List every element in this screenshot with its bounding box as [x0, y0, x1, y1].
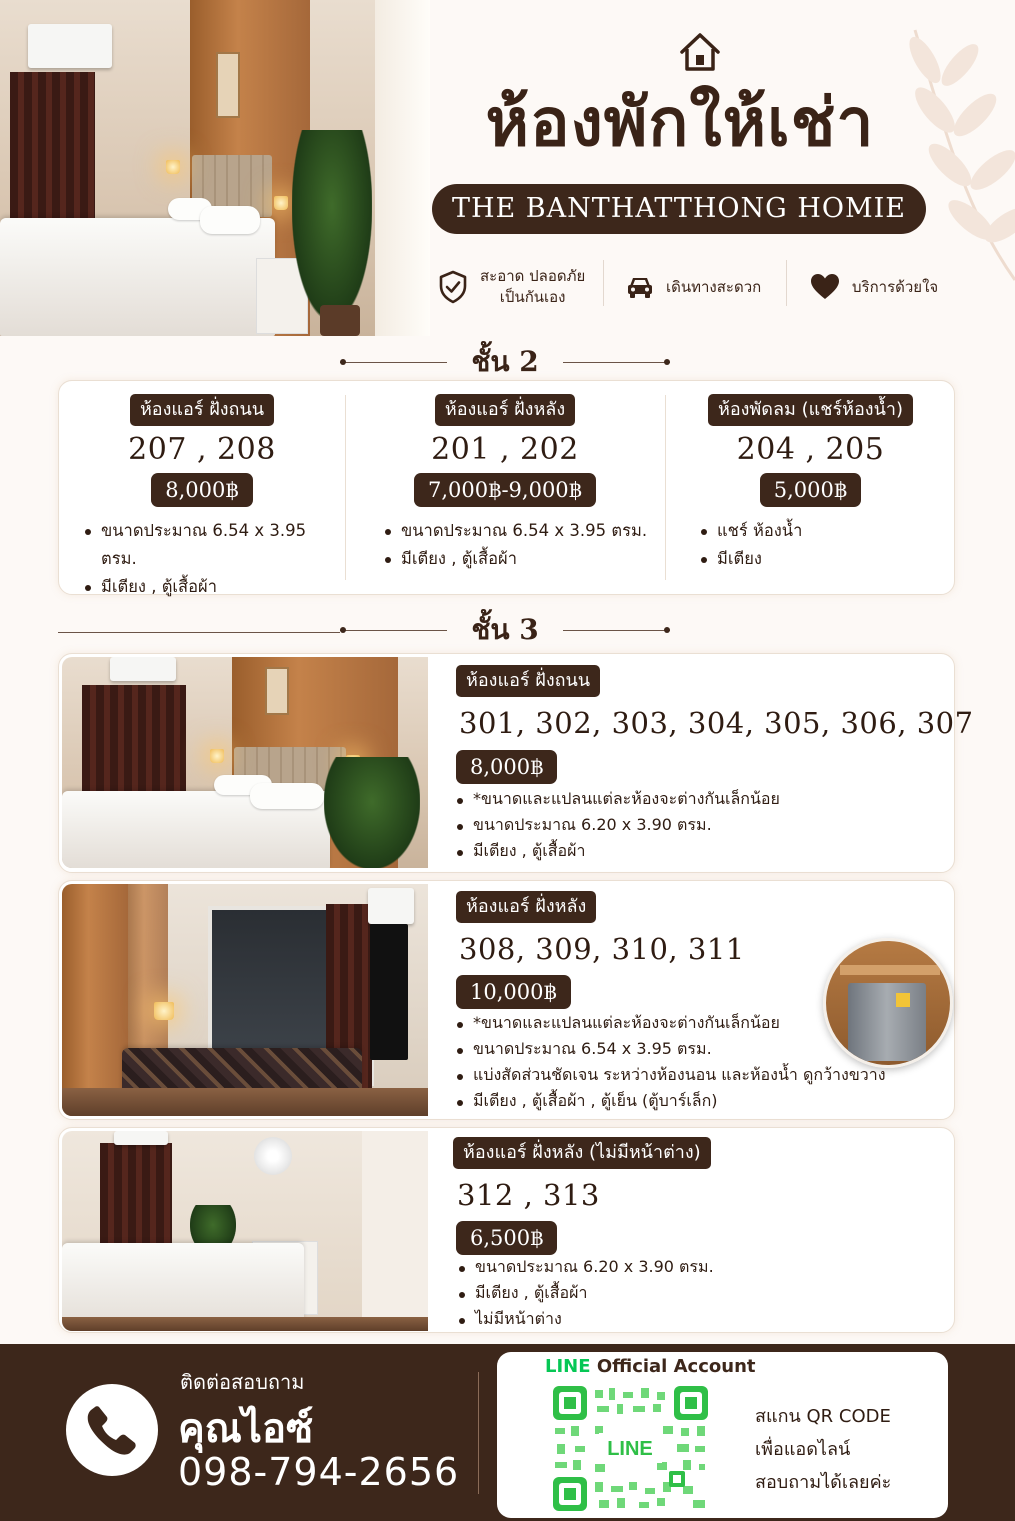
room-detail: มีเตียง , ตู้เสื้อผ้า , ตู้เย็น (ตู้บาร์เล็ก) [455, 1088, 886, 1114]
room-photo [62, 1131, 428, 1331]
contact-label: ติดต่อสอบถาม [180, 1370, 305, 1394]
room-numbers: 308, 309, 310, 311 [459, 932, 745, 966]
room-type-tag: ห้องแอร์ ฝั่งหลัง (ไม่มีหน้าต่าง) [453, 1137, 711, 1169]
feature-travel-label: เดินทางสะดวก [666, 277, 762, 296]
room-detail: มีเตียง , ตู้เสื้อผ้า [455, 838, 780, 864]
scan-instructions [755, 1400, 891, 1499]
shield-check-icon [438, 270, 468, 304]
room-price: 6,500฿ [456, 1221, 557, 1255]
room-photo [62, 884, 428, 1116]
scan-line-3: สอบถามได้เลยค่ะ [755, 1472, 892, 1493]
car-icon [626, 274, 654, 300]
phone-button[interactable] [66, 1384, 158, 1476]
room-type-tag: ห้องพัดลม (แชร์ห้องน้ำ) [708, 394, 913, 426]
room-price: 5,000฿ [760, 473, 861, 507]
house-icon [678, 30, 722, 74]
room-detail: *ขนาดและแปลนแต่ละห้องจะต่างกันเล็กน้อย [455, 1010, 886, 1036]
room-detail: ไม่มีหน้าต่าง [457, 1306, 714, 1332]
floor3-heading [340, 610, 670, 650]
room-detail: ขนาดประมาณ 6.54 x 3.95 ตรม. [83, 517, 345, 573]
room-price: 8,000฿ [151, 473, 252, 507]
scan-line-1: สแกน QR CODE [755, 1406, 891, 1427]
room-detail: แชร์ ห้องน้ำ [699, 517, 956, 545]
room-detail: ขนาดประมาณ 6.54 x 3.95 ตรม. [383, 517, 665, 545]
floor2-card [58, 380, 955, 595]
room-detail: มีเตียง , ตู้เสื้อผ้า [457, 1280, 714, 1306]
line-account-label: Official Account [596, 1356, 756, 1377]
line-qr-code-icon[interactable] [553, 1386, 708, 1511]
room-detail: มีเตียง , ตู้เสื้อผ้า [83, 573, 345, 601]
line-official-heading [545, 1356, 755, 1377]
feature-safe-line1: สะอาด ปลอดภัย [480, 267, 586, 285]
feature-service [810, 262, 938, 312]
room-price: 10,000฿ [456, 975, 571, 1009]
floor2-room-fan [665, 381, 956, 594]
hero-room-photo [0, 0, 430, 336]
heart-icon [810, 273, 840, 301]
room-type-tag: ห้องแอร์ ฝั่งถนน [130, 394, 274, 426]
room-detail: ขนาดประมาณ 6.20 x 3.90 ตรม. [457, 1254, 714, 1280]
room-detail: มีเตียง , ตู้เสื้อผ้า [383, 545, 665, 573]
room-price: 7,000฿-9,000฿ [414, 473, 596, 507]
subtitle-banner: THE BANTHATTHONG HOMIE [432, 184, 926, 234]
feature-service-label: บริการด้วยใจ [852, 277, 939, 296]
room-numbers: 204 , 205 [736, 432, 885, 467]
room-detail: มีเตียง [699, 545, 956, 573]
room-type-tag: ห้องแอร์ ฝั่งหลัง [456, 891, 596, 923]
room-type-tag: ห้องแอร์ ฝั่งถนน [456, 665, 600, 697]
scan-line-2: เพื่อแอดไลน์ [755, 1439, 851, 1460]
room-price: 8,000฿ [456, 750, 557, 784]
feature-travel [626, 262, 761, 312]
floor2-room-road [59, 381, 345, 594]
room-numbers: 207 , 208 [128, 432, 276, 467]
room-type-tag: ห้องแอร์ ฝั่งหลัง [435, 394, 575, 426]
floor2-label: ชั้น 2 [471, 345, 539, 378]
line-brand: LINE [545, 1356, 591, 1377]
room-detail: ขนาดประมาณ 6.54 x 3.95 ตรม. [455, 1036, 886, 1062]
contact-name: คุณไอซ์ [178, 1406, 314, 1452]
floor2-heading [340, 342, 670, 382]
feature-safe [438, 262, 585, 312]
qr-line-label: LINE [607, 1438, 653, 1460]
room-numbers: 301, 302, 303, 304, 305, 306, 307 [459, 706, 974, 740]
room-detail: *ขนาดและแปลนแต่ละห้องจะต่างกันเล็กน้อย [455, 786, 780, 812]
floor2-room-back [345, 381, 665, 594]
room-detail: แบ่งสัดส่วนชัดเจน ระหว่างห้องนอน และห้องน้ำ ดูกว้างขวาง [455, 1062, 886, 1088]
room-photo [62, 657, 428, 868]
floor3-label: ชั้น 3 [471, 613, 539, 646]
room-numbers: 201 , 202 [431, 432, 579, 467]
room-numbers: 312 , 313 [457, 1178, 600, 1212]
phone-icon [85, 1403, 139, 1457]
feature-safe-line2: เป็นกันเอง [499, 288, 566, 306]
room-detail: ขนาดประมาณ 6.20 x 3.90 ตรม. [455, 812, 780, 838]
page-title: ห้องพักให้เช่า [485, 84, 875, 161]
contact-phone[interactable]: 098-794-2656 [178, 1450, 460, 1494]
